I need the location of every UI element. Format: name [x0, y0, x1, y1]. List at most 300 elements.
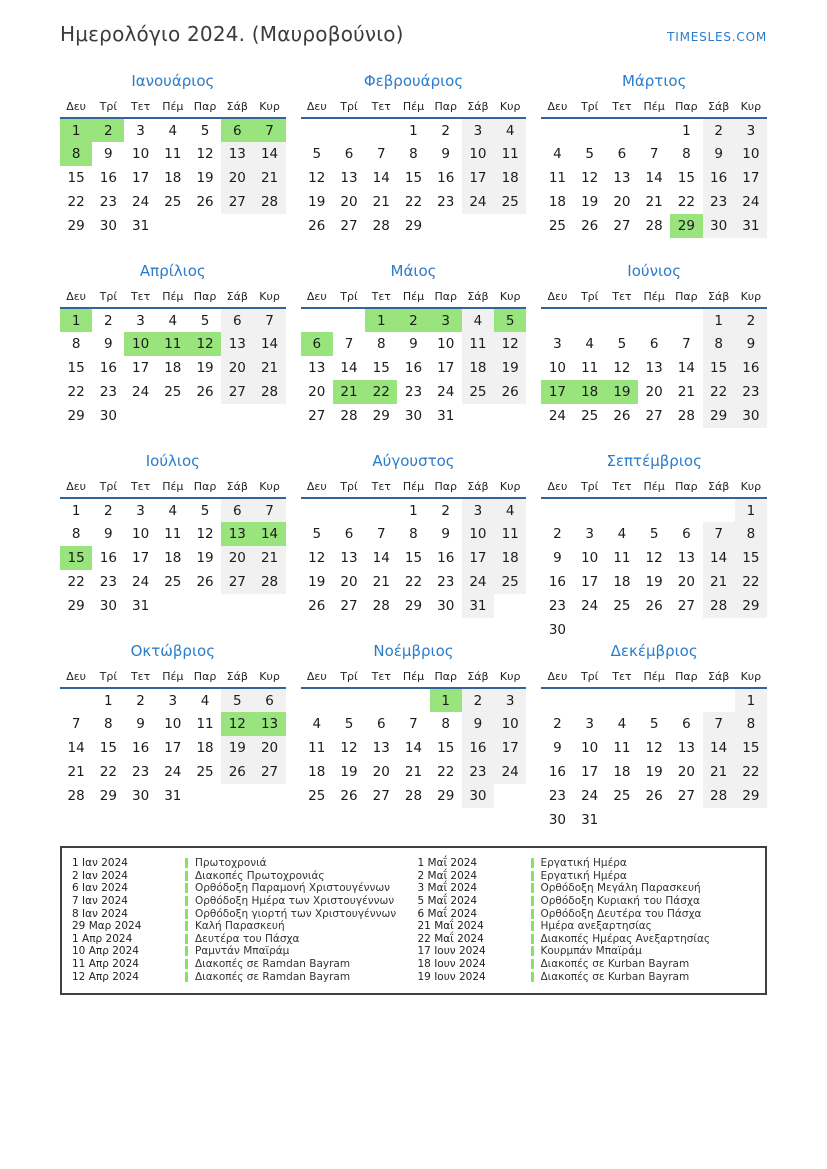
day-cell: 12: [189, 332, 221, 356]
weekday-header: Σάβ: [462, 96, 494, 118]
week-row: [541, 380, 767, 404]
empty-cell: [574, 688, 606, 712]
weekday-header: Δευ: [541, 476, 573, 498]
day-cell: 6: [253, 688, 285, 712]
day-cell: 19: [196, 170, 214, 186]
weekday-header: Κυρ: [735, 286, 767, 308]
week-row: [541, 356, 767, 380]
weekday-header: Τετ: [124, 476, 156, 498]
empty-cell: [189, 618, 221, 642]
day-cell: 30: [548, 622, 567, 638]
empty-cell: [157, 214, 189, 238]
day-cell: 1: [703, 308, 735, 332]
empty-cell: [253, 594, 285, 618]
holiday-marker: [185, 871, 188, 881]
empty-cell: [703, 808, 735, 832]
day-cell: 26: [340, 788, 358, 804]
day-cell: 16: [437, 550, 455, 566]
empty-cell: [606, 498, 638, 522]
day-cell: 1: [682, 122, 691, 139]
day-cell: 14: [703, 736, 735, 760]
day-cell: 6: [682, 716, 691, 732]
holidays-legend: [60, 846, 767, 995]
month-title: Δεκέμβριος: [610, 642, 698, 660]
day-cell: 16: [437, 170, 455, 186]
empty-cell: [124, 404, 156, 428]
weekday-header: Τρί: [574, 476, 606, 498]
holiday-marker: [185, 934, 188, 944]
holiday-marker: [185, 959, 188, 969]
day-cell: 5: [312, 146, 322, 162]
month-title: Μάρτιος: [621, 72, 687, 90]
month-5: [301, 262, 527, 452]
day-cell: 1: [409, 502, 418, 519]
empty-cell: [462, 214, 494, 238]
day-cell: 28: [703, 594, 735, 618]
day-cell: 23: [99, 194, 117, 210]
day-cell: 13: [221, 522, 253, 546]
legend-row: [418, 970, 756, 983]
empty-cell: [333, 808, 365, 832]
empty-cell: [253, 618, 285, 642]
weekday-header: Παρ: [430, 286, 462, 308]
day-cell: 20: [677, 574, 695, 590]
legend-holiday-name: Δευτέρα του Πάσχα: [195, 932, 300, 945]
day-cell: 10: [548, 360, 567, 376]
day-cell: 14: [253, 332, 285, 356]
week-row: [541, 736, 767, 760]
empty-cell: [638, 808, 670, 832]
holiday-marker: [531, 921, 534, 931]
weekday-header: Παρ: [189, 286, 221, 308]
empty-cell: [541, 118, 573, 142]
empty-cell: [494, 808, 526, 832]
holiday-marker: [185, 921, 188, 931]
site-link[interactable]: TIMESLES.COM: [667, 30, 767, 44]
legend-holiday-name: Ορθόδοξη Δευτέρα του Πάσχα: [540, 907, 702, 920]
week-row: [60, 688, 286, 712]
day-cell: 24: [735, 190, 767, 214]
day-cell: 21: [677, 384, 695, 400]
weekday-header: Δευ: [301, 476, 333, 498]
day-cell: 18: [308, 764, 326, 780]
day-cell: 12: [196, 146, 214, 162]
day-cell: 29: [735, 594, 767, 618]
day-cell: 13: [645, 360, 663, 376]
day-cell: 13: [253, 712, 285, 736]
month-title: Ιούλιος: [145, 452, 200, 470]
month-2: [301, 72, 527, 262]
week-row: [301, 332, 527, 356]
legend-column-1: [72, 857, 410, 983]
day-cell: 9: [462, 712, 494, 736]
day-cell: 23: [404, 384, 423, 400]
empty-cell: [574, 118, 606, 142]
day-cell: 12: [340, 740, 358, 756]
empty-cell: [606, 618, 638, 642]
day-cell: 26: [645, 788, 663, 804]
legend-row: [72, 933, 410, 946]
day-cell: 20: [221, 546, 253, 570]
empty-cell: [541, 688, 573, 712]
day-cell: 28: [67, 788, 85, 804]
day-cell: 29: [67, 408, 85, 424]
weekday-header: Τετ: [365, 286, 397, 308]
week-row: [60, 166, 286, 190]
holiday-marker: [531, 871, 534, 881]
day-cell: 4: [312, 716, 322, 732]
day-cell: 5: [200, 502, 210, 519]
empty-cell: [221, 618, 253, 642]
legend-holiday-name: Ορθόδοξη Ημέρα των Χριστουγέννων: [195, 895, 395, 908]
empty-cell: [60, 688, 92, 712]
weekday-header: Δευ: [60, 96, 92, 118]
legend-date: 6 Μαΐ 2024: [417, 907, 478, 920]
weekday-header-row: [301, 666, 527, 688]
day-cell: 19: [340, 764, 358, 780]
empty-cell: [606, 308, 638, 332]
legend-date: 22 Μαΐ 2024: [417, 932, 484, 945]
day-cell: 5: [617, 336, 627, 352]
legend-holiday-name: Ορθόδοξη γιορτή των Χριστουγέννων: [195, 907, 397, 920]
day-cell: 4: [462, 308, 494, 332]
legend-date: 7 Ιαν 2024: [72, 895, 128, 908]
weekday-header-row: [60, 286, 286, 308]
day-cell: 22: [677, 194, 695, 210]
empty-cell: [157, 618, 189, 642]
week-row: [60, 712, 286, 736]
day-cell: 21: [253, 166, 285, 190]
month-table: [60, 666, 286, 832]
day-cell: 23: [131, 764, 150, 780]
empty-cell: [124, 808, 156, 832]
day-cell: 9: [441, 146, 450, 162]
empty-cell: [606, 428, 638, 452]
legend-holiday-name: Ημέρα ανεξαρτησίας: [540, 920, 652, 933]
day-cell: 4: [200, 692, 210, 709]
weekday-header: Τρί: [333, 286, 365, 308]
day-cell: 29: [404, 598, 423, 614]
day-cell: 10: [581, 740, 599, 756]
legend-row: [418, 920, 756, 933]
day-cell: 30: [548, 812, 567, 828]
day-cell: 9: [553, 550, 562, 566]
day-cell: 19: [221, 736, 253, 760]
day-cell: 22: [67, 384, 85, 400]
day-cell: 16: [548, 574, 567, 590]
page-title: Ημερολόγιο 2024. (Μαυροβούνιο): [60, 22, 404, 46]
empty-cell: [735, 428, 767, 452]
month-title: Απρίλιος: [139, 262, 206, 280]
day-cell: 30: [131, 788, 150, 804]
day-cell: 10: [124, 332, 156, 356]
weekday-header: Κυρ: [494, 666, 526, 688]
week-row: [60, 546, 286, 570]
empty-cell: [92, 238, 124, 262]
day-cell: 27: [221, 570, 253, 594]
day-cell: 6: [344, 146, 354, 162]
week-row: [60, 736, 286, 760]
day-cell: 20: [221, 166, 253, 190]
day-cell: 3: [585, 526, 594, 542]
day-cell: 9: [104, 146, 113, 162]
empty-cell: [333, 308, 365, 332]
empty-cell: [638, 308, 670, 332]
day-cell: 17: [131, 550, 150, 566]
day-cell: 12: [613, 360, 631, 376]
weekday-header: Παρ: [670, 96, 702, 118]
day-cell: 22: [404, 194, 423, 210]
empty-cell: [124, 238, 156, 262]
weekday-header: Κυρ: [494, 96, 526, 118]
day-cell: 24: [131, 384, 150, 400]
holiday-marker: [531, 946, 534, 956]
day-cell: 23: [548, 598, 567, 614]
weekday-header: Κυρ: [735, 666, 767, 688]
day-cell: 6: [682, 526, 691, 542]
legend-date: 29 Μαρ 2024: [72, 920, 142, 933]
month-table: [60, 96, 286, 262]
week-row: [60, 308, 286, 332]
empty-cell: [157, 428, 189, 452]
day-cell: 8: [71, 336, 81, 352]
week-row: [301, 546, 527, 570]
week-row: [541, 214, 767, 238]
weekday-header-row: [541, 666, 767, 688]
day-cell: 21: [253, 546, 285, 570]
day-cell: 11: [613, 550, 631, 566]
day-cell: 7: [682, 336, 691, 352]
week-row: [541, 308, 767, 332]
week-row: [541, 166, 767, 190]
day-cell: 11: [196, 716, 214, 732]
month-11: [301, 642, 527, 832]
weekday-header: Σάβ: [462, 476, 494, 498]
week-row: [301, 190, 527, 214]
empty-cell: [221, 808, 253, 832]
day-cell: 23: [437, 574, 455, 590]
legend-row: [72, 920, 410, 933]
day-cell: 15: [677, 170, 695, 186]
day-cell: 22: [703, 380, 735, 404]
empty-cell: [365, 808, 397, 832]
empty-cell: [92, 808, 124, 832]
day-cell: 24: [131, 194, 150, 210]
day-cell: 21: [372, 194, 390, 210]
legend-date: 8 Ιαν 2024: [72, 907, 128, 920]
month-title: Αύγουστος: [372, 452, 455, 470]
legend-date: 5 Μαΐ 2024: [417, 895, 478, 908]
week-row: [60, 522, 286, 546]
day-cell: 29: [372, 408, 390, 424]
day-cell: 12: [645, 740, 663, 756]
day-cell: 17: [164, 740, 182, 756]
day-cell: 4: [168, 312, 178, 329]
day-cell: 24: [164, 764, 182, 780]
holiday-marker: [531, 909, 534, 919]
legend-row: [418, 895, 756, 908]
legend-row: [418, 958, 756, 971]
day-cell: 26: [613, 408, 631, 424]
empty-cell: [638, 238, 670, 262]
month-title: Οκτώβριος: [130, 642, 216, 660]
empty-cell: [430, 214, 462, 238]
day-cell: 29: [735, 784, 767, 808]
day-cell: 17: [131, 170, 150, 186]
day-cell: 2: [553, 716, 562, 732]
empty-cell: [494, 594, 526, 618]
empty-cell: [638, 498, 670, 522]
empty-cell: [124, 618, 156, 642]
empty-cell: [301, 688, 333, 712]
day-cell: 4: [494, 498, 526, 522]
day-cell: 9: [703, 142, 735, 166]
holiday-marker: [185, 896, 188, 906]
month-7: [60, 452, 286, 642]
day-cell: 7: [409, 716, 418, 732]
empty-cell: [606, 688, 638, 712]
empty-cell: [430, 808, 462, 832]
day-cell: 27: [340, 218, 358, 234]
day-cell: 17: [581, 574, 599, 590]
day-cell: 15: [735, 546, 767, 570]
day-cell: 6: [344, 526, 354, 542]
weekday-header: Πέμ: [397, 476, 429, 498]
week-row: [301, 712, 527, 736]
day-cell: 30: [735, 404, 767, 428]
weekday-header: Δευ: [60, 666, 92, 688]
day-cell: 2: [735, 308, 767, 332]
day-cell: 6: [301, 332, 333, 356]
day-cell: 16: [548, 764, 567, 780]
day-cell: 25: [613, 598, 631, 614]
weekday-header: Τετ: [124, 666, 156, 688]
legend-date: 1 Μαΐ 2024: [417, 857, 478, 870]
weekday-header-row: [541, 476, 767, 498]
empty-cell: [462, 238, 494, 262]
day-cell: 7: [703, 712, 735, 736]
day-cell: 22: [67, 574, 85, 590]
empty-cell: [157, 808, 189, 832]
day-cell: 7: [253, 308, 285, 332]
holiday-marker: [531, 858, 534, 868]
legend-row: [418, 857, 756, 870]
week-row: [541, 760, 767, 784]
day-cell: 28: [677, 408, 695, 424]
legend-holiday-name: Ορθόδοξη Μεγάλη Παρασκευή: [540, 882, 701, 895]
holiday-marker: [185, 909, 188, 919]
weekday-header: Πέμ: [157, 286, 189, 308]
day-cell: 25: [164, 194, 182, 210]
legend-date: 18 Ιουν 2024: [417, 958, 486, 971]
week-row: [60, 594, 286, 618]
weekday-header-row: [301, 286, 527, 308]
week-row: [301, 118, 527, 142]
day-cell: 16: [462, 736, 494, 760]
day-cell: 21: [703, 570, 735, 594]
day-cell: 15: [67, 360, 85, 376]
weekday-header: Πέμ: [638, 666, 670, 688]
week-row: [301, 784, 527, 808]
day-cell: 26: [581, 218, 599, 234]
day-cell: 1: [104, 692, 113, 709]
empty-cell: [253, 808, 285, 832]
weekday-header: Σάβ: [703, 476, 735, 498]
week-row: [60, 238, 286, 262]
day-cell: 8: [703, 332, 735, 356]
day-cell: 13: [613, 170, 631, 186]
day-cell: 21: [372, 574, 390, 590]
empty-cell: [189, 428, 221, 452]
weekday-header: Τετ: [365, 666, 397, 688]
empty-cell: [221, 404, 253, 428]
day-cell: 1: [409, 122, 418, 139]
day-cell: 28: [340, 408, 358, 424]
legend-holiday-name: Εργατική Ημέρα: [540, 857, 627, 870]
day-cell: 29: [99, 788, 117, 804]
week-row: [60, 784, 286, 808]
week-row: [301, 594, 527, 618]
day-cell: 20: [645, 384, 663, 400]
week-row: [60, 808, 286, 832]
weekday-header: Κυρ: [253, 476, 285, 498]
day-cell: 27: [677, 598, 695, 614]
weekday-header: Τετ: [124, 286, 156, 308]
weekday-header: Παρ: [670, 286, 702, 308]
day-cell: 28: [253, 380, 285, 404]
weekday-header: Σάβ: [221, 286, 253, 308]
day-cell: 14: [372, 170, 390, 186]
month-6: [541, 262, 767, 452]
empty-cell: [189, 594, 221, 618]
weekday-header: Τρί: [333, 96, 365, 118]
day-cell: 27: [253, 760, 285, 784]
empty-cell: [397, 688, 429, 712]
day-cell: 13: [221, 332, 253, 356]
day-cell: 25: [462, 380, 494, 404]
day-cell: 20: [372, 764, 390, 780]
day-cell: 15: [372, 360, 390, 376]
empty-cell: [365, 498, 397, 522]
day-cell: 18: [462, 356, 494, 380]
week-row: [541, 238, 767, 262]
day-cell: 10: [131, 146, 150, 162]
day-cell: 14: [645, 170, 663, 186]
legend-row: [418, 870, 756, 883]
day-cell: 27: [645, 408, 663, 424]
day-cell: 17: [494, 736, 526, 760]
day-cell: 4: [494, 118, 526, 142]
day-cell: 21: [404, 764, 423, 780]
week-row: [541, 428, 767, 452]
week-row: [541, 594, 767, 618]
empty-cell: [253, 784, 285, 808]
weekday-header: Δευ: [541, 96, 573, 118]
day-cell: 22: [365, 380, 397, 404]
empty-cell: [494, 428, 526, 452]
day-cell: 17: [437, 360, 455, 376]
week-row: [60, 570, 286, 594]
empty-cell: [638, 688, 670, 712]
day-cell: 10: [494, 712, 526, 736]
weekday-header: Δευ: [60, 476, 92, 498]
weekday-header: Τρί: [92, 666, 124, 688]
legend-column-2: [418, 857, 756, 983]
day-cell: 11: [164, 526, 182, 542]
legend-holiday-name: Διακοπές Ημέρας Ανεξαρτησίας: [540, 932, 711, 945]
week-row: [541, 808, 767, 832]
day-cell: 6: [221, 498, 253, 522]
